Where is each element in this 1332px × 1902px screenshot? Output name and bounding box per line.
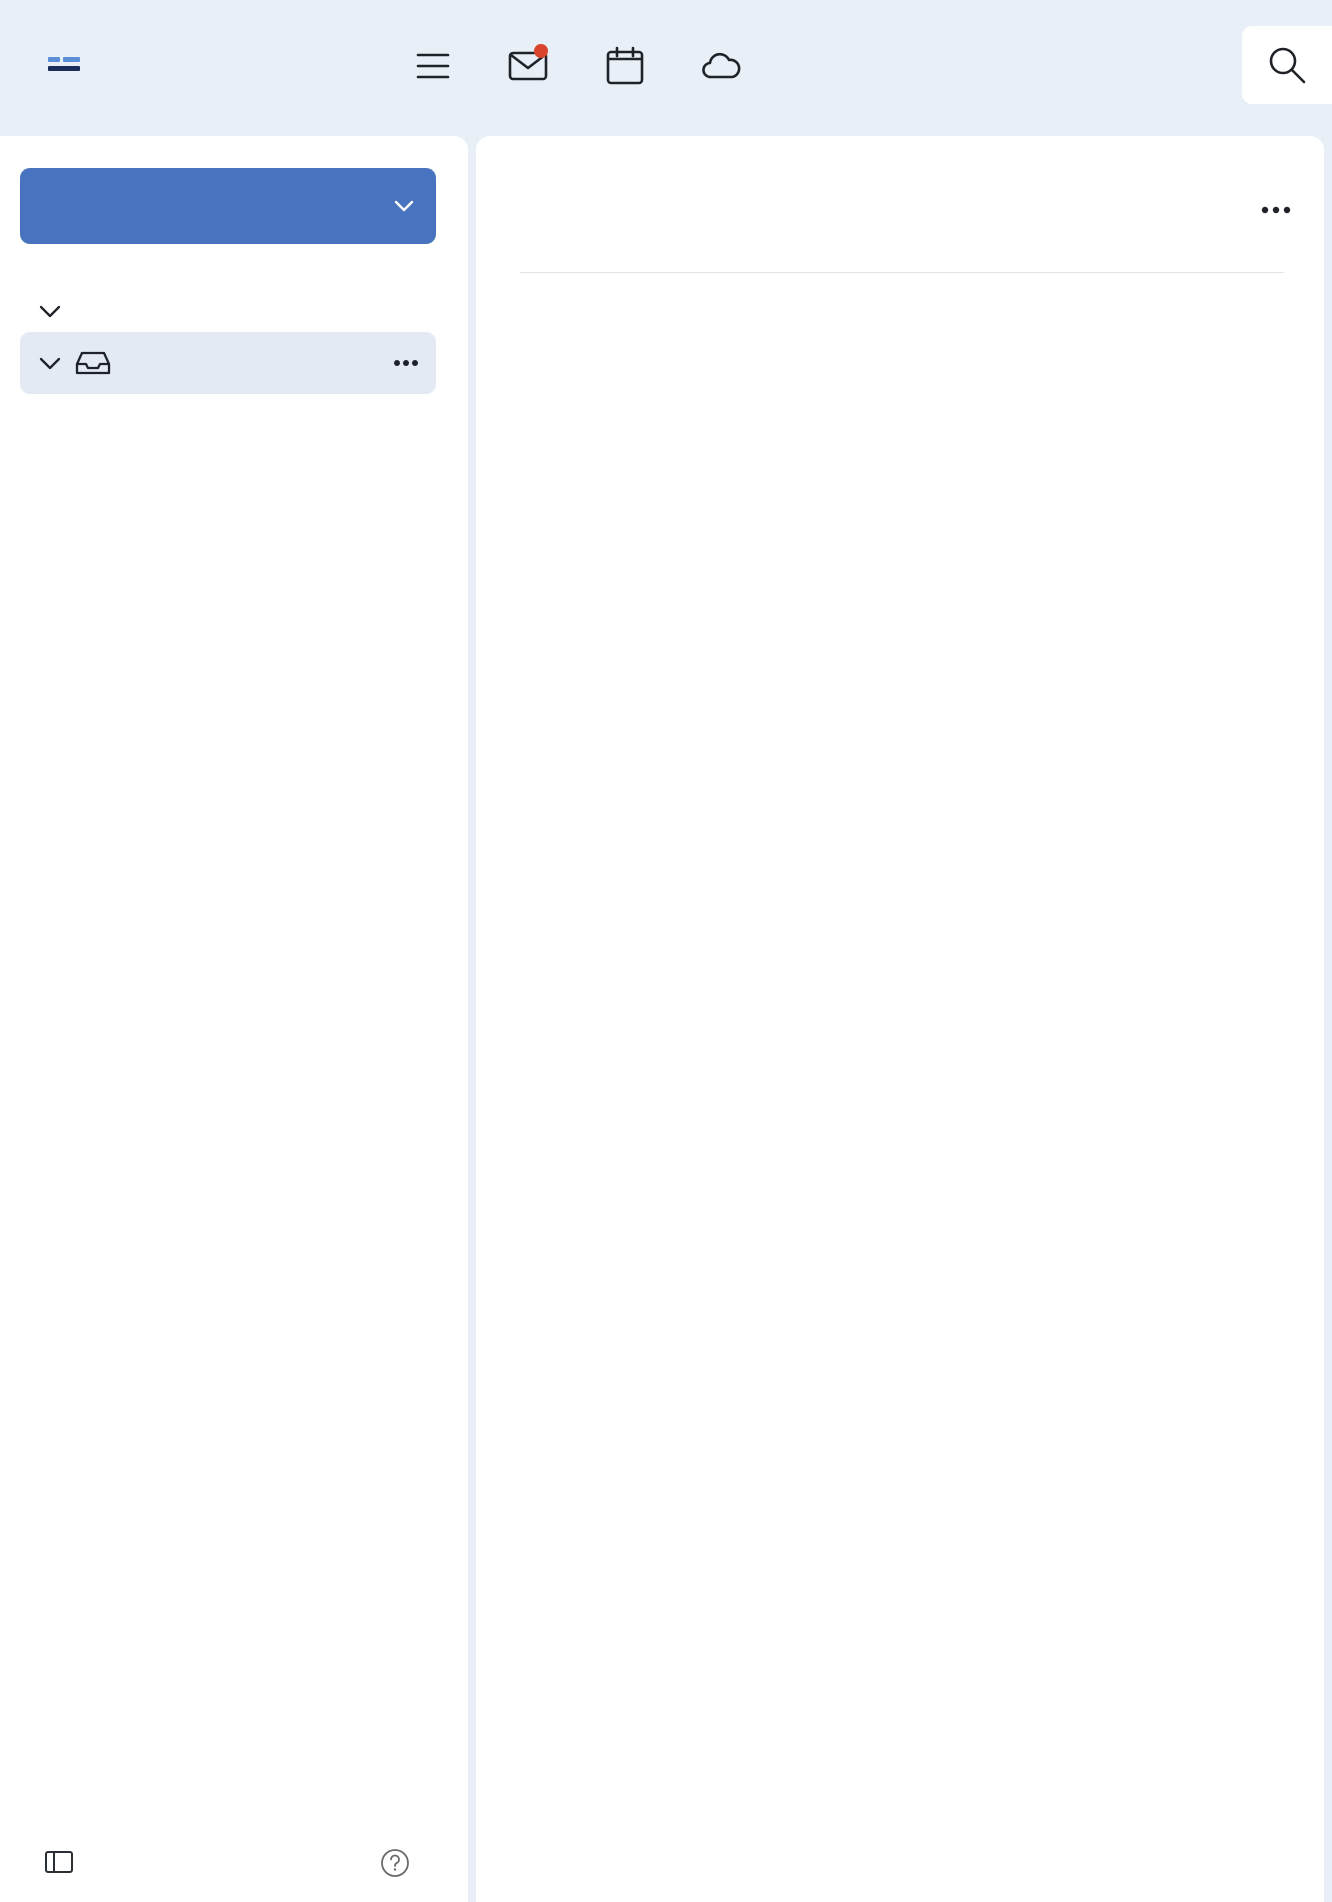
mail-icon[interactable] bbox=[506, 44, 550, 88]
more-options-icon bbox=[1261, 206, 1291, 214]
chevron-down-icon[interactable] bbox=[36, 349, 64, 377]
status-footer bbox=[476, 1820, 1324, 1902]
cloud-icon[interactable] bbox=[699, 44, 743, 88]
message-list bbox=[520, 272, 1284, 1744]
logo-mark bbox=[48, 54, 80, 74]
sidebar-footer bbox=[0, 1826, 468, 1902]
search-icon bbox=[1267, 45, 1307, 85]
chevron-down-icon[interactable] bbox=[36, 297, 64, 325]
message-list-panel bbox=[476, 136, 1324, 1902]
more-options-button[interactable] bbox=[1254, 196, 1298, 224]
unread-dot bbox=[534, 44, 548, 58]
top-bar bbox=[0, 0, 1332, 136]
new-mail-button[interactable] bbox=[20, 168, 436, 244]
help-icon[interactable] bbox=[380, 1848, 410, 1878]
search-button[interactable] bbox=[1242, 26, 1332, 104]
sidebar-toggle-icon[interactable] bbox=[44, 1850, 74, 1874]
logo bbox=[48, 44, 92, 84]
calendar-icon[interactable] bbox=[603, 44, 647, 88]
more-options-icon[interactable] bbox=[386, 349, 426, 377]
folder-item-posteingang[interactable] bbox=[20, 332, 436, 394]
menu-icon[interactable] bbox=[411, 44, 455, 88]
inbox-icon bbox=[74, 348, 112, 378]
chevron-down-icon[interactable] bbox=[392, 194, 416, 218]
sidebar bbox=[0, 136, 468, 1902]
